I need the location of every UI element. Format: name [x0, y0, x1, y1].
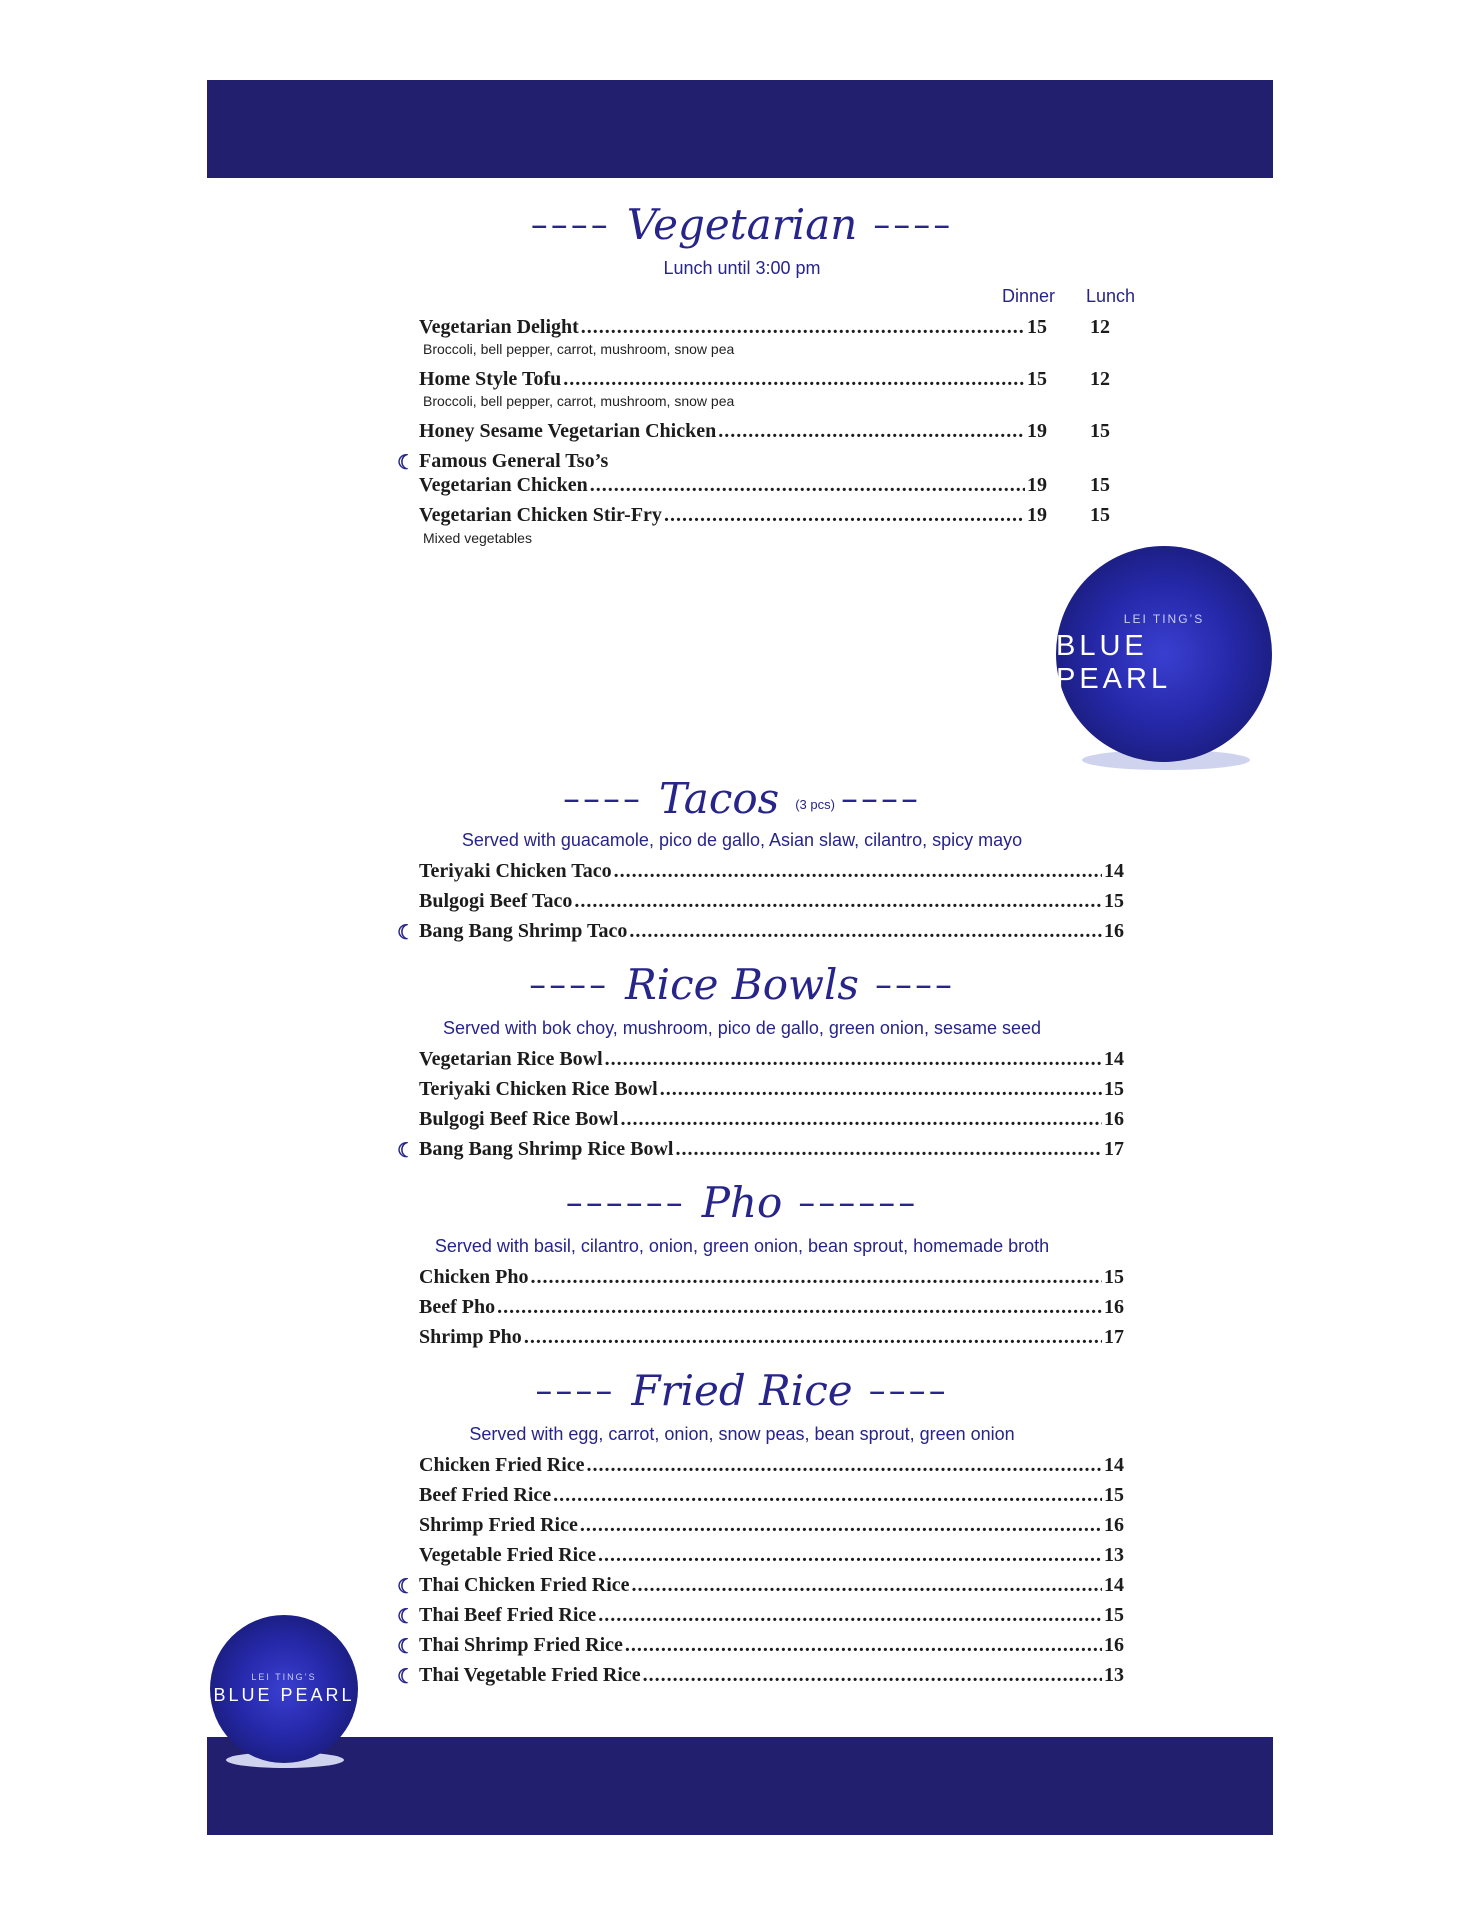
section-subtitle: Served with basil, cilantro, onion, green onion, bean sprout, homemade broth — [434, 1236, 1050, 1256]
spicy-icon: ☾ — [397, 1666, 415, 1688]
item-name: Vegetarian Chicken — [419, 474, 588, 496]
blue-pearl-logo-small — [210, 1615, 358, 1763]
item-price: 16 — [1104, 1514, 1124, 1536]
item-dinner-price: 15 — [1027, 368, 1047, 390]
heading-dash: –––– — [874, 964, 955, 1005]
heading-dash: –––– — [868, 1370, 949, 1411]
menu-item — [419, 1326, 1124, 1352]
menu-item — [419, 1108, 1124, 1134]
item-name: Famous General Tso’s — [419, 450, 609, 472]
item-name: Bang Bang Shrimp Rice Bowl — [419, 1138, 674, 1160]
item-lunch-price: 12 — [1090, 368, 1110, 390]
item-lunch-price: 15 — [1090, 504, 1110, 526]
lunch-hours-note: Lunch until 3:00 pm — [663, 258, 821, 278]
menu-item — [419, 1296, 1124, 1322]
item-name: Vegetable Fried Rice — [419, 1544, 596, 1566]
item-price: 13 — [1104, 1544, 1124, 1566]
item-name: Teriyaki Chicken Rice Bowl — [419, 1078, 658, 1100]
menu-item — [419, 890, 1124, 916]
heading-dash: –––– — [535, 1370, 616, 1411]
item-dinner-price: 19 — [1027, 474, 1047, 496]
item-name: Vegetarian Rice Bowl — [419, 1048, 603, 1070]
section-title: Rice Bowls — [625, 960, 859, 1009]
item-name: Vegetarian Delight — [419, 316, 579, 338]
item-name: Chicken Pho — [419, 1266, 529, 1288]
item-name: Shrimp Fried Rice — [419, 1514, 578, 1536]
tacos-heading — [0, 774, 1484, 823]
spicy-icon: ☾ — [397, 1606, 415, 1628]
header-band — [207, 80, 1273, 178]
item-name: Beef Pho — [419, 1296, 496, 1318]
menu-item — [419, 474, 1047, 500]
section-title: Pho — [701, 1178, 783, 1227]
item-price: 17 — [1104, 1138, 1124, 1160]
heading-dash: –––– — [873, 204, 954, 245]
menu-item — [419, 316, 1047, 342]
item-name: Home Style Tofu — [419, 368, 562, 390]
item-description: Mixed vegetables — [423, 530, 532, 546]
item-dinner-price: 19 — [1027, 420, 1047, 442]
section-subtitle: Served with guacamole, pico de gallo, Asian slaw, cilantro, spicy mayo — [461, 830, 1023, 850]
menu-item — [419, 1634, 1124, 1660]
item-price: 13 — [1104, 1664, 1124, 1686]
item-name: Teriyaki Chicken Taco — [419, 860, 612, 882]
menu-item — [419, 1664, 1124, 1690]
item-lunch-price: 15 — [1090, 420, 1110, 442]
vegetarian-heading — [0, 200, 1484, 249]
menu-item — [419, 1078, 1124, 1104]
item-name: Thai Beef Fried Rice — [419, 1604, 597, 1626]
menu-item — [419, 920, 1124, 946]
item-dinner-price: 15 — [1027, 316, 1047, 338]
item-price: 15 — [1104, 1484, 1124, 1506]
blue-pearl-logo — [1056, 546, 1272, 762]
item-name: Chicken Fried Rice — [419, 1454, 585, 1476]
section-title: Fried Rice — [631, 1366, 853, 1415]
item-name: Bulgogi Beef Rice Bowl — [419, 1108, 619, 1130]
item-name: Thai Vegetable Fried Rice — [419, 1664, 641, 1686]
section-title: Vegetarian — [626, 200, 858, 249]
heading-dash: –––– — [840, 778, 921, 819]
menu-item — [419, 420, 1047, 446]
menu-item — [419, 1138, 1124, 1164]
section-subtitle: Served with bok choy, mushroom, pico de gallo, green onion, sesame seed — [443, 1018, 1041, 1038]
item-description: Broccoli, bell pepper, carrot, mushroom, snow pea — [423, 341, 735, 357]
menu-item — [419, 504, 1047, 530]
fried-rice-heading — [0, 1366, 1484, 1415]
menu-item — [419, 1048, 1124, 1074]
item-price: 14 — [1104, 1454, 1124, 1476]
menu-item-line1 — [419, 450, 1047, 476]
item-price: 15 — [1104, 1266, 1124, 1288]
heading-dash: –––– — [563, 778, 644, 819]
menu-item — [419, 368, 1047, 394]
item-price: 16 — [1104, 1108, 1124, 1130]
item-price: 14 — [1104, 1574, 1124, 1596]
menu-item — [419, 1514, 1124, 1540]
portion-note: (3 pcs) — [795, 797, 835, 812]
spicy-icon: ☾ — [397, 1636, 415, 1658]
item-dinner-price: 19 — [1027, 504, 1047, 526]
item-price: 14 — [1104, 860, 1124, 882]
item-price: 16 — [1104, 1296, 1124, 1318]
item-price: 15 — [1104, 890, 1124, 912]
item-price: 15 — [1104, 1078, 1124, 1100]
section-subtitle: Served with egg, carrot, onion, snow peas, bean sprout, green onion — [469, 1424, 1015, 1444]
item-name: Thai Shrimp Fried Rice — [419, 1634, 623, 1656]
logo-title: BLUE PEARL — [213, 1685, 355, 1705]
item-lunch-price: 12 — [1090, 316, 1110, 338]
item-price: 17 — [1104, 1326, 1124, 1348]
item-name: Thai Chicken Fried Rice — [419, 1574, 630, 1596]
spicy-icon: ☾ — [397, 1140, 415, 1162]
lunch-column-header: Lunch — [1086, 286, 1136, 306]
item-price: 16 — [1104, 920, 1124, 942]
heading-dash: –––––– — [565, 1182, 686, 1223]
heading-dash: –––––– — [798, 1182, 919, 1223]
menu-item — [419, 1266, 1124, 1292]
logo-subtitle: LEI TING’S — [1123, 612, 1205, 626]
item-price: 15 — [1104, 1604, 1124, 1626]
menu-item — [419, 1454, 1124, 1480]
item-name: Beef Fried Rice — [419, 1484, 552, 1506]
menu-item — [419, 860, 1124, 886]
rice-bowls-heading — [0, 960, 1484, 1009]
spicy-icon: ☾ — [397, 452, 415, 474]
item-name: Vegetarian Chicken Stir-Fry — [419, 504, 662, 526]
logo-subtitle: LEI TING’S — [251, 1672, 317, 1682]
item-description: Broccoli, bell pepper, carrot, mushroom, snow pea — [423, 393, 735, 409]
item-name: Honey Sesame Vegetarian Chicken — [419, 420, 717, 442]
heading-dash: –––– — [530, 204, 611, 245]
spicy-icon: ☾ — [397, 1576, 415, 1598]
item-price: 14 — [1104, 1048, 1124, 1070]
item-name: Shrimp Pho — [419, 1326, 522, 1348]
pho-heading — [0, 1178, 1484, 1227]
menu-item — [419, 1604, 1124, 1630]
menu-item — [419, 1544, 1124, 1570]
dinner-column-header: Dinner — [1002, 286, 1056, 306]
section-title: Tacos — [659, 774, 780, 823]
menu-item — [419, 1484, 1124, 1510]
spicy-icon: ☾ — [397, 922, 415, 944]
footer-band — [207, 1737, 1273, 1835]
logo-title: BLUE PEARL — [1056, 630, 1172, 695]
item-price: 16 — [1104, 1634, 1124, 1656]
item-name: Bang Bang Shrimp Taco — [419, 920, 628, 942]
menu-item — [419, 1574, 1124, 1600]
item-name: Bulgogi Beef Taco — [419, 890, 573, 912]
item-lunch-price: 15 — [1090, 474, 1110, 496]
heading-dash: –––– — [529, 964, 610, 1005]
